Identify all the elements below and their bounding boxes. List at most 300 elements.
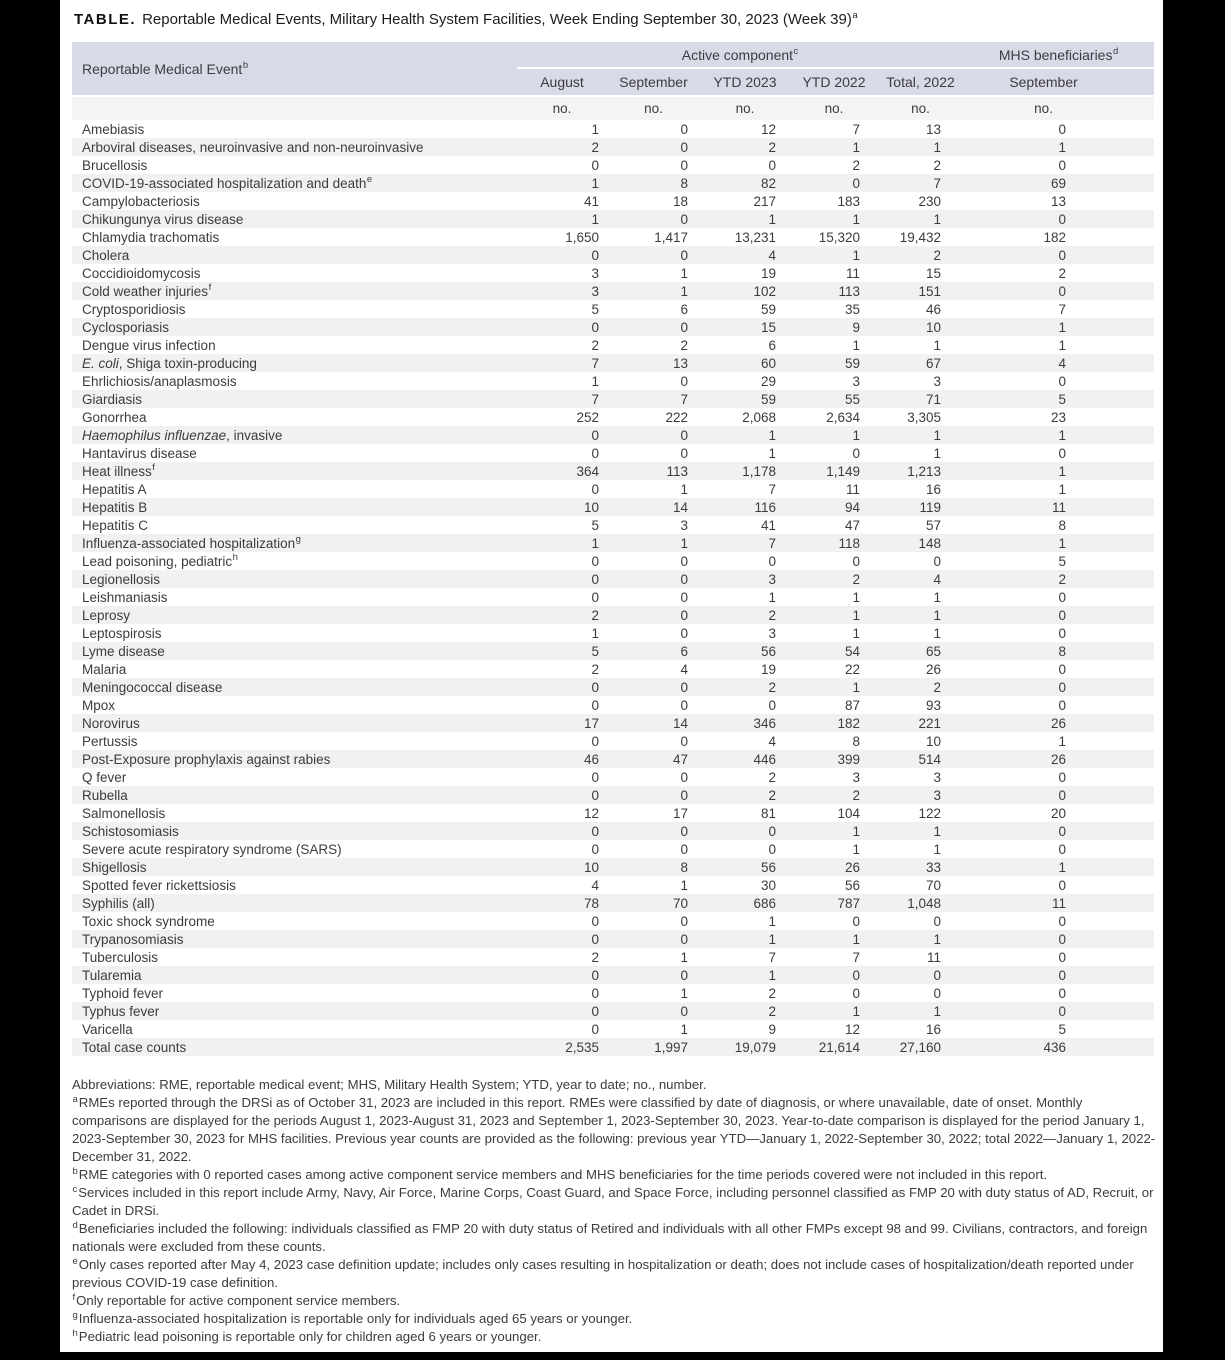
value-cell: 221 <box>918 715 942 731</box>
value-cell: 1 <box>852 607 860 623</box>
value-cell: 1 <box>933 607 942 623</box>
value-cell: 1 <box>768 931 776 947</box>
value-cell: 82 <box>760 175 776 191</box>
table-row <box>72 804 1154 822</box>
value-cell: 1 <box>768 967 776 983</box>
value-cell: 1,417 <box>654 229 688 245</box>
event-cell: Varicella <box>82 1021 133 1037</box>
value-cell: 3 <box>933 787 942 803</box>
table-row <box>72 534 1154 552</box>
value-cell: 0 <box>1058 157 1067 173</box>
table-row <box>72 264 1154 282</box>
value-cell: 2 <box>1058 571 1067 587</box>
value-cell: 104 <box>837 805 860 821</box>
value-cell: 3 <box>852 373 860 389</box>
value-cell: 21,614 <box>818 1039 860 1055</box>
value-cell: 56 <box>760 859 776 875</box>
value-cell: 0 <box>680 1003 688 1019</box>
value-cell: 35 <box>844 301 860 317</box>
event-cell: Salmonellosis <box>82 805 166 821</box>
value-cell: 151 <box>918 283 942 299</box>
table-row <box>72 858 1154 876</box>
event-cell: Leptospirosis <box>82 625 162 641</box>
value-cell: 0 <box>591 319 599 335</box>
event-cell: Total case counts <box>82 1039 187 1055</box>
value-cell: 9 <box>852 319 860 335</box>
value-cell: 0 <box>591 589 599 605</box>
column-header-event <box>72 42 517 96</box>
event-cell: Severe acute respiratory syndrome (SARS) <box>82 841 342 857</box>
value-cell: 1 <box>591 211 599 227</box>
value-cell: 19,432 <box>899 229 942 245</box>
value-cell: 1 <box>852 823 860 839</box>
value-cell: 1 <box>680 949 688 965</box>
event-cell: Chlamydia trachomatis <box>82 229 220 245</box>
value-cell: 22 <box>844 661 860 677</box>
value-cell: 0 <box>1058 877 1067 893</box>
event-cell: Spotted fever rickettsiosis <box>82 877 236 893</box>
value-cell: 1 <box>852 679 860 695</box>
value-cell: 0 <box>591 427 599 443</box>
event-cell: Influenza-associated hospitalization$^g$ <box>82 534 301 551</box>
event-cell: Malaria <box>82 661 127 677</box>
value-cell: 16 <box>926 1021 942 1037</box>
value-cell: 11 <box>927 949 942 965</box>
footnote: $^f$Only reportable for active component service members. <box>72 1291 401 1308</box>
table-row <box>72 552 1154 570</box>
value-cell: 0 <box>768 823 776 839</box>
value-cell: 94 <box>844 499 860 515</box>
value-cell: 1 <box>933 931 942 947</box>
table-row <box>72 192 1154 210</box>
value-cell: 222 <box>665 409 688 425</box>
value-cell: 2 <box>591 661 599 677</box>
value-cell: 0 <box>680 247 688 263</box>
value-cell: 0 <box>1058 625 1067 641</box>
value-cell: 1 <box>933 1003 942 1019</box>
value-cell: 1 <box>680 535 688 551</box>
event-cell: Gonorrhea <box>82 409 147 425</box>
event-cell: Tularemia <box>82 967 142 983</box>
table-title-footnote-marker: a <box>852 10 858 21</box>
value-cell: 1 <box>852 247 860 263</box>
value-cell: 0 <box>680 931 688 947</box>
value-cell: 1 <box>1058 337 1067 353</box>
value-cell: 0 <box>768 841 776 857</box>
value-cell: 217 <box>753 193 776 209</box>
event-cell: Norovirus <box>82 715 140 731</box>
value-cell: 1 <box>852 625 860 641</box>
value-cell: 6 <box>680 301 688 317</box>
footnote-marker: h <box>232 552 238 563</box>
value-cell: 1 <box>933 337 942 353</box>
event-cell: Chikungunya virus disease <box>82 211 244 227</box>
table-row <box>72 354 1154 372</box>
value-cell: 7 <box>768 535 776 551</box>
value-cell: 17 <box>583 715 599 731</box>
value-cell: 0 <box>1058 589 1067 605</box>
table-row <box>72 912 1154 930</box>
value-cell: 5 <box>1058 1021 1067 1037</box>
total-row <box>72 1038 1154 1056</box>
event-cell: Trypanosomiasis <box>82 931 184 947</box>
value-cell: 399 <box>837 751 860 767</box>
value-cell: 0 <box>1058 607 1067 623</box>
value-cell: 3 <box>591 283 599 299</box>
value-cell: 0 <box>591 1003 599 1019</box>
value-cell: 1 <box>591 625 599 641</box>
footnotes <box>72 1076 1157 1346</box>
value-cell: 119 <box>919 499 942 515</box>
table-row <box>72 570 1154 588</box>
value-cell: 33 <box>926 859 942 875</box>
footnote-letter: d <box>72 1219 78 1231</box>
table-row <box>72 732 1154 750</box>
value-cell: 7 <box>1058 301 1067 317</box>
value-cell: 1 <box>1058 319 1067 335</box>
value-cell: 1 <box>680 481 688 497</box>
value-cell: 0 <box>591 985 599 1001</box>
value-cell: 71 <box>926 391 942 407</box>
value-cell: 116 <box>754 499 776 515</box>
value-cell: 1 <box>852 589 860 605</box>
table-row <box>72 894 1154 912</box>
value-cell: 5 <box>591 517 599 533</box>
value-cell: 7 <box>768 481 776 497</box>
event-cell: Campylobacteriosis <box>82 193 200 209</box>
value-cell: 0 <box>852 175 860 191</box>
value-cell: 3 <box>933 373 942 389</box>
table-row <box>72 318 1154 336</box>
value-cell: 1 <box>591 535 599 551</box>
value-cell: 0 <box>591 697 599 713</box>
value-cell: 11 <box>845 481 860 497</box>
value-cell: 26 <box>1051 751 1067 767</box>
value-cell: 1 <box>1058 463 1067 479</box>
value-cell: 1 <box>1058 535 1067 551</box>
value-cell: 2 <box>852 571 860 587</box>
unit-cell: no. <box>517 96 607 120</box>
table-row <box>72 930 1154 948</box>
value-cell: 2,068 <box>742 409 776 425</box>
value-cell: 19,079 <box>734 1039 776 1055</box>
value-cell: 12 <box>583 805 599 821</box>
event-cell: Meningococcal disease <box>82 679 223 695</box>
value-cell: 0 <box>1058 985 1067 1001</box>
event-cell: Toxic shock syndrome <box>82 913 215 929</box>
table-row <box>72 948 1154 966</box>
value-cell: 70 <box>672 895 688 911</box>
value-cell: 81 <box>760 805 776 821</box>
table-row <box>72 426 1154 444</box>
value-cell: 1 <box>680 877 688 893</box>
value-cell: 7 <box>680 391 688 407</box>
value-cell: 0 <box>680 607 688 623</box>
value-cell: 14 <box>672 499 688 515</box>
value-cell: 0 <box>933 553 942 569</box>
value-cell: 6 <box>680 643 688 659</box>
event-cell: Schistosomiasis <box>82 823 179 839</box>
value-cell: 0 <box>680 913 688 929</box>
value-cell: 70 <box>926 877 942 893</box>
column-header-september: September <box>607 68 700 96</box>
value-cell: 1 <box>591 121 599 137</box>
value-cell: 0 <box>852 445 860 461</box>
value-cell: 3 <box>768 571 776 587</box>
value-cell: 15,320 <box>818 229 860 245</box>
value-cell: 1 <box>680 985 688 1001</box>
value-cell: 14 <box>672 715 688 731</box>
table-row <box>72 624 1154 642</box>
value-cell: 2 <box>591 337 599 353</box>
value-cell: 1 <box>933 139 942 155</box>
column-header-ytd-2022: YTD 2022 <box>790 68 878 96</box>
value-cell: 17 <box>672 805 688 821</box>
footnote-letter: c <box>72 1183 78 1195</box>
group-mhs-footnote-marker: d <box>1112 45 1119 57</box>
rme-table-wrapper <box>72 42 1154 1056</box>
column-header-august: August <box>517 68 607 96</box>
value-cell: 8 <box>1058 517 1067 533</box>
value-cell: 27,160 <box>899 1039 942 1055</box>
table-row <box>72 480 1154 498</box>
value-cell: 47 <box>844 517 860 533</box>
value-cell: 1 <box>933 823 942 839</box>
rme-table <box>72 42 1154 1056</box>
unit-cell: no. <box>700 96 790 120</box>
value-cell: 1 <box>933 589 942 605</box>
value-cell: 2 <box>768 985 776 1001</box>
value-cell: 0 <box>591 571 599 587</box>
value-cell: 0 <box>1058 931 1067 947</box>
value-cell: 0 <box>591 823 599 839</box>
value-cell: 55 <box>844 391 860 407</box>
table-row <box>72 1002 1154 1020</box>
value-cell: 1 <box>591 175 599 191</box>
value-cell: 0 <box>852 985 860 1001</box>
value-cell: 436 <box>1043 1039 1067 1055</box>
event-cell: Typhus fever <box>82 1003 160 1019</box>
value-cell: 0 <box>591 445 599 461</box>
value-cell: 11 <box>845 265 860 281</box>
unit-cell: no. <box>878 96 963 120</box>
value-cell: 0 <box>1058 913 1067 929</box>
value-cell: 1 <box>680 283 688 299</box>
event-cell: Rubella <box>82 787 128 803</box>
value-cell: 1,650 <box>565 229 599 245</box>
table-row <box>72 678 1154 696</box>
value-cell: 12 <box>760 121 776 137</box>
value-cell: 1,149 <box>826 463 860 479</box>
event-cell: Cold weather injuries$^f$ <box>82 282 212 299</box>
footnote: $^c$Services included in this report include Army, Navy, Air Force, Marine Corps, Coast Guard, and Space Force, including personnel classified as FMP 20 with duty status of AD, Recruit, or Cadet in DRSi. <box>72 1183 1154 1218</box>
unit-cell: no. <box>963 96 1154 120</box>
value-cell: 4 <box>933 571 942 587</box>
event-cell: Cyclosporiasis <box>82 319 170 335</box>
value-cell: 2 <box>591 607 599 623</box>
footnote-letter: e <box>72 1255 78 1267</box>
value-cell: 0 <box>1058 661 1067 677</box>
table-row <box>72 408 1154 426</box>
table-row <box>72 876 1154 894</box>
value-cell: 1 <box>1058 859 1067 875</box>
value-cell: 182 <box>1043 229 1067 245</box>
value-cell: 0 <box>1058 445 1067 461</box>
value-cell: 0 <box>768 157 776 173</box>
footnote: $^h$Pediatric lead poisoning is reportable only for children aged 6 years or younger. <box>72 1327 542 1344</box>
table-row <box>72 786 1154 804</box>
value-cell: 87 <box>844 697 860 713</box>
value-cell: 13 <box>926 121 942 137</box>
unit-cell-empty <box>72 96 517 120</box>
value-cell: 2 <box>680 337 688 353</box>
value-cell: 7 <box>933 175 942 191</box>
value-cell: 69 <box>1051 175 1067 191</box>
value-cell: 1 <box>680 1021 688 1037</box>
value-cell: 47 <box>672 751 688 767</box>
value-cell: 0 <box>768 697 776 713</box>
value-cell: 59 <box>760 391 776 407</box>
value-cell: 46 <box>926 301 942 317</box>
value-cell: 0 <box>933 967 942 983</box>
event-cell: Arboviral diseases, neuroinvasive and non-neuroinvasive <box>82 139 424 155</box>
value-cell: 2 <box>591 949 599 965</box>
value-cell: 3 <box>591 265 599 281</box>
footnote-letter: b <box>72 1165 78 1177</box>
table-row <box>72 822 1154 840</box>
value-cell: 2 <box>852 157 860 173</box>
value-cell: 26 <box>1051 715 1067 731</box>
value-cell: 182 <box>837 715 860 731</box>
value-cell: 1 <box>768 427 776 443</box>
value-cell: 7 <box>768 949 776 965</box>
value-cell: 23 <box>1051 409 1067 425</box>
value-cell: 1 <box>852 211 860 227</box>
value-cell: 0 <box>591 931 599 947</box>
value-cell: 26 <box>844 859 860 875</box>
table-row <box>72 642 1154 660</box>
table-row <box>72 210 1154 228</box>
column-header-ytd-2023: YTD 2023 <box>700 68 790 96</box>
value-cell: 0 <box>1058 769 1067 785</box>
value-cell: 0 <box>1058 697 1067 713</box>
value-cell: 1 <box>852 931 860 947</box>
value-cell: 0 <box>680 319 688 335</box>
event-cell: Leprosy <box>82 607 131 623</box>
value-cell: 1 <box>768 589 776 605</box>
event-cell: Hepatitis B <box>82 499 148 515</box>
value-cell: 2 <box>768 607 776 623</box>
value-cell: 15 <box>926 265 942 281</box>
table-row <box>72 282 1154 300</box>
value-cell: 29 <box>760 373 776 389</box>
value-cell: 0 <box>852 967 860 983</box>
value-cell: 0 <box>680 553 688 569</box>
event-cell: Legionellosis <box>82 571 161 587</box>
value-cell: 1 <box>768 211 776 227</box>
value-cell: 252 <box>576 409 599 425</box>
value-cell: 0 <box>680 697 688 713</box>
value-cell: 0 <box>680 625 688 641</box>
value-cell: 11 <box>1052 895 1067 911</box>
footnote: $^b$RME categories with 0 reported cases among active component service members and MHS beneficiaries for the time periods covered were not included in this report. <box>72 1165 1048 1182</box>
value-cell: 0 <box>1058 949 1067 965</box>
value-cell: 0 <box>768 553 776 569</box>
value-cell: 0 <box>1058 823 1067 839</box>
table-row <box>72 174 1154 192</box>
value-cell: 0 <box>1058 1003 1067 1019</box>
table-row <box>72 606 1154 624</box>
value-cell: 2 <box>933 157 942 173</box>
value-cell: 8 <box>680 175 688 191</box>
unit-cell: no. <box>790 96 878 120</box>
table-row <box>72 336 1154 354</box>
value-cell: 18 <box>672 193 688 209</box>
table-row <box>72 1020 1154 1038</box>
table-row <box>72 750 1154 768</box>
value-cell: 4 <box>1058 355 1067 371</box>
group-mhs-text: MHS beneficiaries <box>998 46 1113 63</box>
event-cell: Cryptosporidiosis <box>82 301 186 317</box>
value-cell: 4 <box>591 877 599 893</box>
event-cell: Brucellosis <box>82 157 148 173</box>
value-cell: 2 <box>852 787 860 803</box>
value-cell: 0 <box>1058 121 1067 137</box>
value-cell: 0 <box>591 679 599 695</box>
value-cell: 1 <box>852 1003 860 1019</box>
value-cell: 0 <box>591 481 599 497</box>
value-cell: 0 <box>1058 373 1067 389</box>
value-cell: 787 <box>837 895 860 911</box>
value-cell: 0 <box>680 157 688 173</box>
table-row <box>72 966 1154 984</box>
footnote-marker: f <box>152 462 155 473</box>
value-cell: 5 <box>1058 553 1067 569</box>
table-header <box>72 42 1154 120</box>
event-cell: Coccidioidomycosis <box>82 265 201 281</box>
value-cell: 0 <box>591 967 599 983</box>
value-cell: 1 <box>933 841 942 857</box>
value-cell: 46 <box>583 751 599 767</box>
value-cell: 0 <box>1058 211 1067 227</box>
value-cell: 364 <box>576 463 599 479</box>
column-header-total-2022: Total, 2022 <box>878 68 963 96</box>
value-cell: 0 <box>680 427 688 443</box>
value-cell: 0 <box>680 121 688 137</box>
value-cell: 13 <box>672 355 688 371</box>
event-cell: Typhoid fever <box>82 985 164 1001</box>
value-cell: 0 <box>680 139 688 155</box>
event-cell: Tuberculosis <box>82 949 159 965</box>
footnote: $^a$RMEs reported through the DRSi as of October 31, 2023 are included in this report. RMEs were classified by date of diagnosis, or where unavailable, date of onset. Monthly comparisons are displayed for the periods August 1, 2023-August 31, 2023 and September 1, 2023-September 30, 2023. Year-to-date comparison is displayed for the period January 1, 2023-September 30, 2023 for MHS facilities. Previous year counts are provided as the following: previous year YTD—January 1, 2022-September 30, 2022; total 2022—January 1, 2022-December 31, 2022. <box>72 1093 1156 1164</box>
value-cell: 8 <box>852 733 860 749</box>
value-cell: 0 <box>680 841 688 857</box>
value-cell: 0 <box>591 787 599 803</box>
table-row <box>72 444 1154 462</box>
value-cell: 2 <box>1058 265 1067 281</box>
value-cell: 26 <box>926 661 942 677</box>
value-cell: 59 <box>760 301 776 317</box>
value-cell: 1 <box>1058 139 1067 155</box>
value-cell: 2 <box>768 139 776 155</box>
table-title <box>74 11 1156 28</box>
value-cell: 19 <box>760 265 776 281</box>
value-cell: 446 <box>753 751 776 767</box>
table-row <box>72 984 1154 1002</box>
value-cell: 15 <box>760 319 776 335</box>
value-cell: 19 <box>760 661 776 677</box>
value-cell: 2 <box>768 679 776 695</box>
